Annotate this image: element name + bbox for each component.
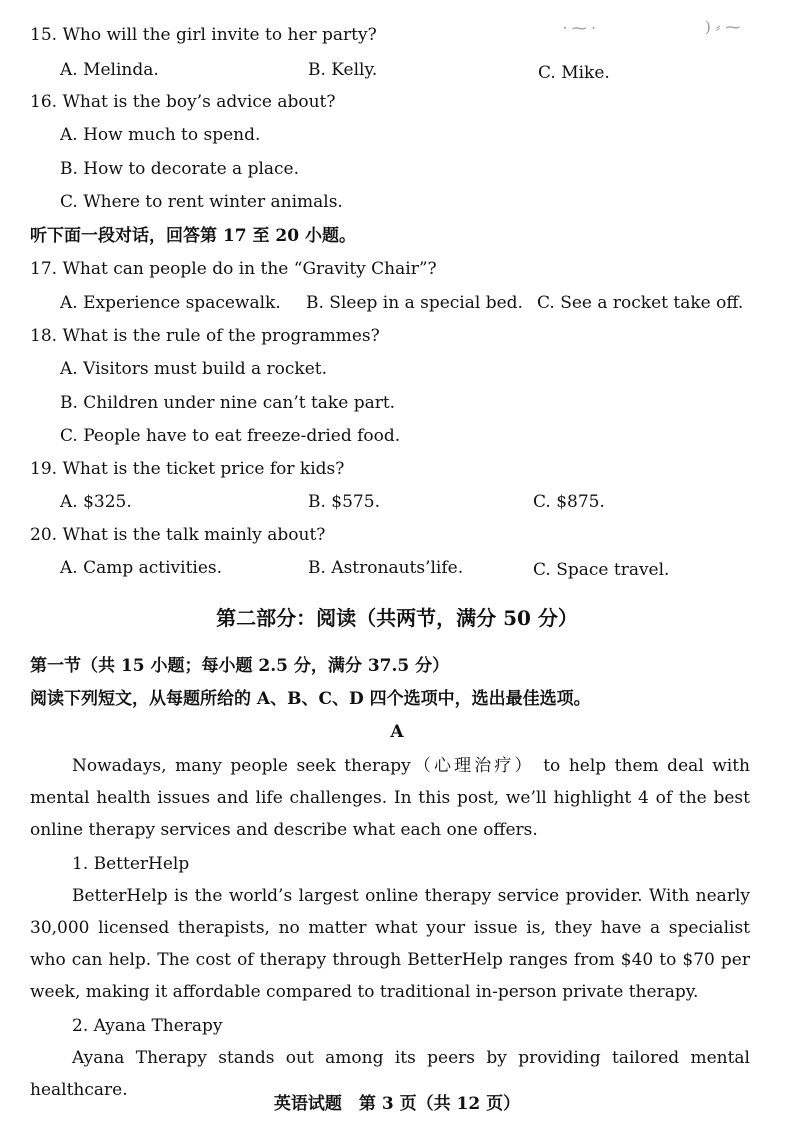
item-text-betterhelp: BetterHelp is the world’s largest online therapy service provider. With nearly 30,000 licensed therapists, no matter what your issue is, they have a specialist who can help. The cost of therapy through BetterHelp ranges from $40 to $70 per week, making it affordable compared to traditional in-person private therapy. <box>30 886 750 1002</box>
item-title-ayana: 2. Ayana Therapy <box>72 1016 223 1036</box>
option-b: B. $575. <box>308 492 380 512</box>
question-19: 19. What is the ticket price for kids? <box>30 459 345 479</box>
option-b: B. How to decorate a place. <box>60 159 300 179</box>
options-15 <box>0 60 794 82</box>
item-title-betterhelp: 1. BetterHelp <box>72 854 190 874</box>
option-c: C. See a rocket take off. <box>537 293 744 313</box>
option-b: B. Children under nine can’t take part. <box>60 393 396 413</box>
option-a: A. Visitors must build a rocket. <box>60 359 328 379</box>
question-18: 18. What is the rule of the programmes? <box>30 326 380 346</box>
option-b: B. Sleep in a special bed. <box>306 293 523 313</box>
option-c: C. Where to rent winter animals. <box>60 192 343 212</box>
option-a: A. Experience spacewalk. <box>60 293 281 313</box>
section-title: 第二部分：阅读（共两节，满分 50 分） <box>216 606 578 630</box>
subsection-title: 第一节（共 15 小题；每小题 2.5 分，满分 37.5 分） <box>30 656 450 676</box>
option-a: A. Melinda. <box>60 60 159 80</box>
option-c: C. Mike. <box>538 63 610 83</box>
option-b: B. Astronauts’life. <box>308 558 464 578</box>
question-16: 16. What is the boy’s advice about? <box>30 92 336 112</box>
passage-intro: Nowadays, many people seek therapy（心理治疗） to help them deal with mental health issues and life challenges. In this post, we’ll highlight 4 of the best online therapy services and describe what each one offers. <box>30 756 750 840</box>
options-19 <box>0 492 794 514</box>
page-footer: 英语试题 第 3 页（共 12 页） <box>273 1094 521 1114</box>
scan-smudge: ⸱ ⁓ ⸱ <box>563 19 596 37</box>
reading-instruction: 阅读下列短文，从每题所给的 A、B、C、D 四个选项中，选出最佳选项。 <box>30 689 591 709</box>
option-c: C. Space travel. <box>533 560 670 580</box>
option-c: C. $875. <box>533 492 605 512</box>
option-a: A. How much to spend. <box>60 125 261 145</box>
question-15: 15. Who will the girl invite to her party? <box>30 25 377 45</box>
listening-instruction: 听下面一段对话，回答第 17 至 20 小题。 <box>30 226 356 246</box>
option-a: A. Camp activities. <box>60 558 223 578</box>
question-17: 17. What can people do in the “Gravity Chair”? <box>30 259 437 279</box>
option-b: B. Kelly. <box>308 60 378 80</box>
option-c: C. People have to eat freeze-dried food. <box>60 426 401 446</box>
question-20: 20. What is the talk mainly about? <box>30 525 326 545</box>
item-text-ayana: Ayana Therapy stands out among its peers by providing tailored mental healthcare. <box>30 1048 750 1100</box>
options-17 <box>0 293 794 315</box>
passage-label: A <box>390 722 404 742</box>
options-20 <box>0 558 794 580</box>
scan-smudge: ) ⸗ ⁓ <box>705 18 741 36</box>
option-a: A. $325. <box>60 492 132 512</box>
